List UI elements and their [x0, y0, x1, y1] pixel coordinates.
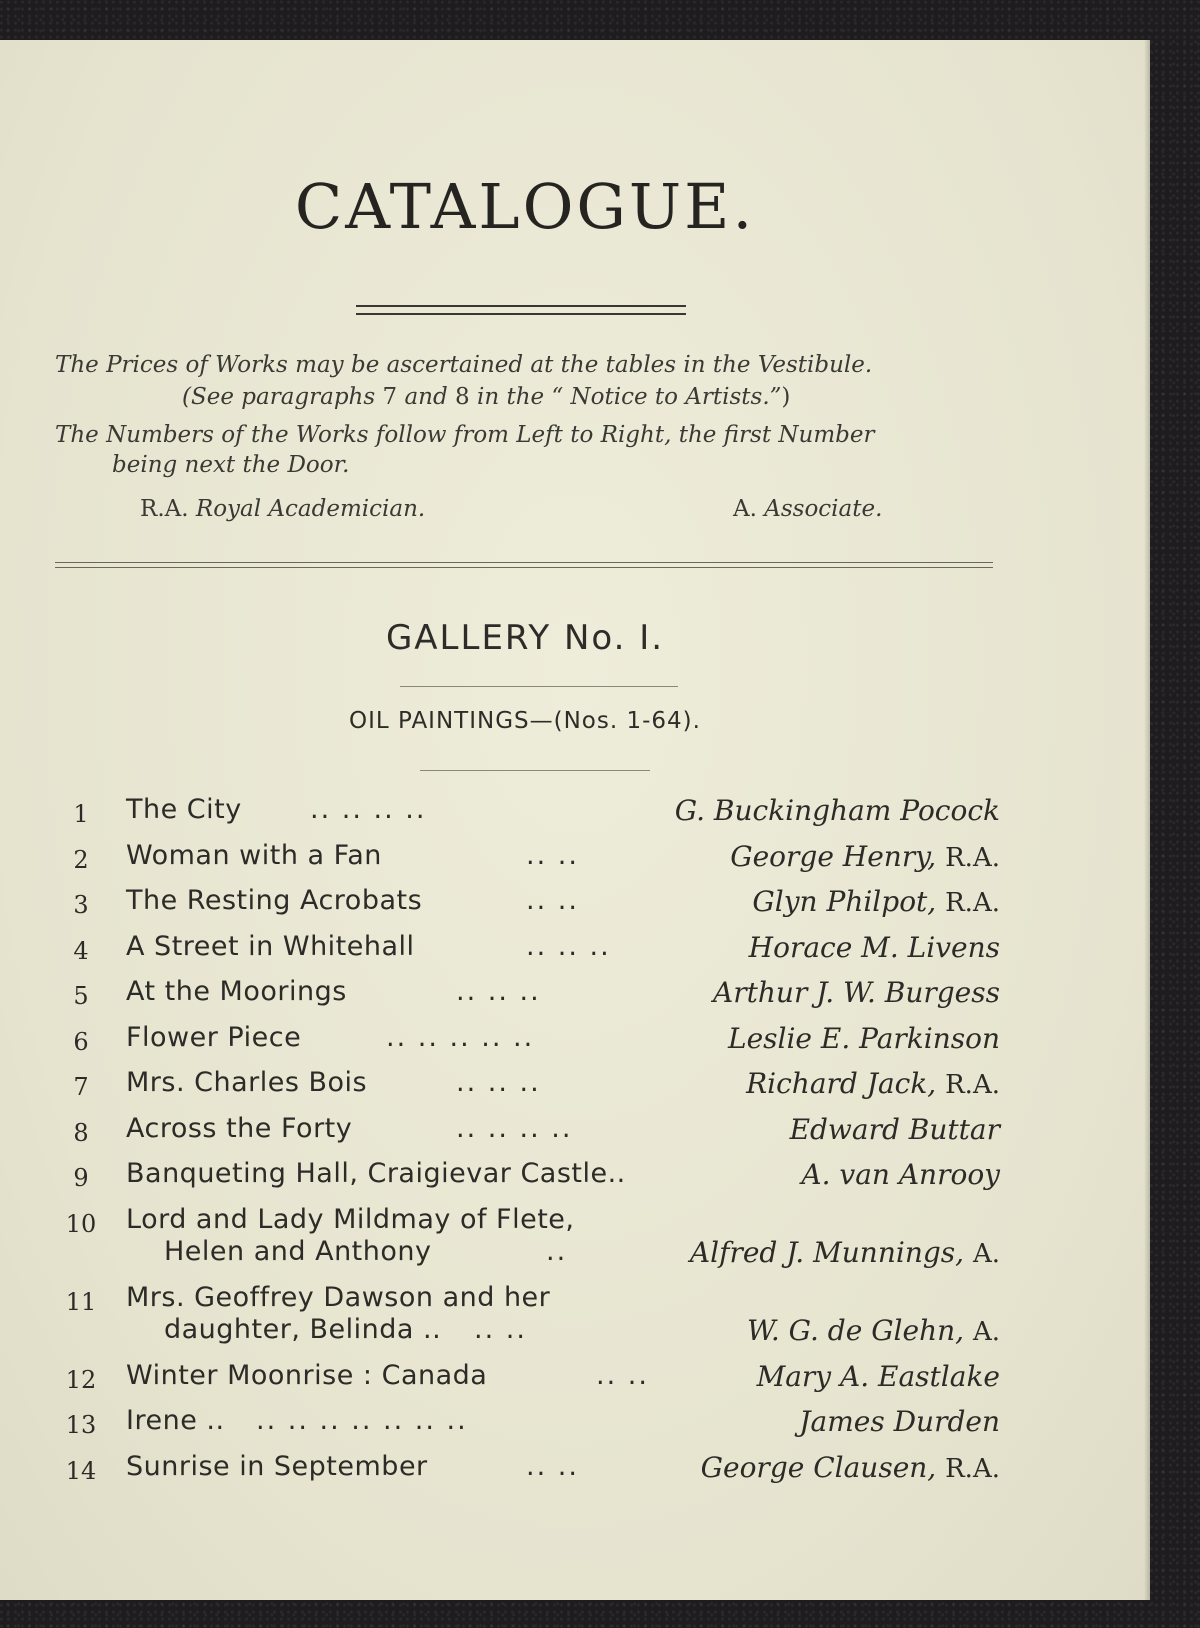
- entry-title: The City: [126, 794, 242, 825]
- catalogue-entry: [0, 1111, 1150, 1155]
- notice-num-7: 7: [382, 384, 398, 410]
- entry-number: 13: [65, 1411, 97, 1439]
- catalogue-entry: [0, 929, 1150, 973]
- entry-title-continued: Helen and Anthony: [164, 1236, 432, 1267]
- entry-number: 8: [73, 1119, 89, 1147]
- entry-artist-name: Leslie E. Parkinson: [727, 1022, 1000, 1055]
- entry-leader-dots: .. .. .. ..: [456, 1113, 573, 1144]
- entry-number: 6: [73, 1028, 89, 1056]
- notice-prices-line1: The Prices of Works may be ascertained at the tables in the Vestibule.: [55, 352, 873, 378]
- entry-title: Irene ..: [126, 1405, 225, 1436]
- legend-ra-abbr: R.A.: [140, 496, 189, 522]
- notice-quote: “ Notice to Artists.”: [551, 384, 782, 410]
- entry-artist-rank: R.A.: [945, 1454, 1000, 1484]
- entry-title-continued: daughter, Belinda ..: [164, 1314, 442, 1345]
- notice-and: and: [397, 384, 456, 410]
- entry-leader-dots: .. .. .. .. .. .. ..: [256, 1405, 468, 1436]
- notice-in-the: in the: [469, 384, 552, 410]
- entry-artist-name: Arthur J. W. Burgess: [713, 976, 1000, 1009]
- entry-artist: [747, 1314, 1000, 1347]
- section-divider: [420, 770, 650, 771]
- entry-artist: [752, 885, 1000, 918]
- notice-prices-line2: [182, 384, 790, 410]
- entry-artist: [757, 1360, 1000, 1393]
- entry-artist-name: Edward Buttar: [789, 1113, 1000, 1146]
- entry-artist: [675, 794, 1000, 827]
- entry-artist: [801, 1158, 1000, 1191]
- section-title: OIL PAINTINGS—(Nos. 1-64).: [349, 708, 701, 734]
- gallery-title: GALLERY No. I.: [385, 618, 665, 658]
- entry-title: The Resting Acrobats: [126, 885, 423, 916]
- catalogue-entry: [0, 1449, 1150, 1493]
- page-title: CATALOGUE.: [294, 170, 756, 243]
- entry-artist: [701, 1451, 1000, 1484]
- entry-leader-dots: .. ..: [526, 840, 579, 871]
- entry-leader-dots: .. .. .. .. ..: [386, 1022, 535, 1053]
- legend-a-abbr: A.: [733, 496, 757, 522]
- entry-number: 9: [73, 1164, 89, 1192]
- entry-title: At the Moorings: [126, 976, 347, 1007]
- entry-artist-name: George Henry,: [730, 840, 937, 873]
- entry-artist-name: Glyn Philpot,: [752, 885, 937, 918]
- entry-title: Sunrise in September: [126, 1451, 428, 1482]
- entry-artist: [690, 1236, 1000, 1269]
- entry-title: Flower Piece: [126, 1022, 302, 1053]
- notice-numbers-line2: being next the Door.: [112, 452, 350, 478]
- catalogue-entry: [0, 792, 1150, 836]
- catalogue-entry: [0, 974, 1150, 1018]
- catalogue-entry: [0, 1358, 1150, 1402]
- notice-divider: [55, 562, 993, 568]
- entry-title: Woman with a Fan: [126, 840, 382, 871]
- entry-artist: [746, 1067, 1000, 1100]
- catalogue-entry: [0, 1020, 1150, 1064]
- entry-number: 14: [65, 1457, 97, 1485]
- notice-paren-open: (See paragraphs: [182, 384, 383, 410]
- entry-artist-name: Horace M. Livens: [748, 931, 1000, 964]
- entry-title: Mrs. Geoffrey Dawson and her: [126, 1282, 551, 1313]
- entry-artist: [749, 931, 1000, 964]
- legend-a: [733, 496, 882, 522]
- legend-a-text: Associate.: [764, 496, 883, 522]
- entry-leader-dots: .. ..: [526, 885, 579, 916]
- notice-num-8: 8: [455, 384, 470, 410]
- entry-artist: [799, 1405, 1000, 1438]
- entry-artist-rank: R.A.: [945, 843, 1000, 873]
- entry-artist-name: George Clausen,: [700, 1451, 937, 1484]
- entry-number: 4: [73, 937, 89, 965]
- notice-paren-close: ): [781, 384, 791, 410]
- notice-numbers-line1: The Numbers of the Works follow from Left to Right, the first Number: [55, 422, 875, 448]
- entry-artist-name: Alfred J. Munnings,: [689, 1236, 965, 1269]
- catalogue-page: [0, 40, 1150, 1600]
- entry-number: 12: [65, 1366, 97, 1394]
- legend-ra-text: Royal Academician.: [195, 496, 426, 522]
- entry-artist-rank: R.A.: [945, 888, 1000, 918]
- catalogue-entry: [0, 1403, 1150, 1447]
- catalogue-entry: [0, 838, 1150, 882]
- catalogue-entry: [0, 1280, 1150, 1360]
- entry-artist-name: Mary A. Eastlake: [756, 1360, 1000, 1393]
- entry-artist: [728, 1022, 1000, 1055]
- entry-artist-name: Richard Jack,: [746, 1067, 937, 1100]
- entry-title: Banqueting Hall, Craigievar Castle..: [126, 1158, 626, 1189]
- entry-number: 7: [73, 1073, 89, 1101]
- entry-artist: [730, 840, 1000, 873]
- entry-title: Winter Moonrise : Canada: [126, 1360, 488, 1391]
- entry-artist-name: W. G. de Glehn,: [746, 1314, 965, 1347]
- entry-artist: [790, 1113, 1000, 1146]
- catalogue-entry: [0, 1156, 1150, 1200]
- entry-artist-rank: A.: [972, 1239, 1000, 1269]
- gallery-divider: [400, 686, 678, 687]
- entry-number: 3: [73, 891, 89, 919]
- entry-leader-dots: ..: [546, 1236, 568, 1267]
- entry-artist-name: A. van Anrooy: [801, 1158, 1000, 1191]
- entry-number: 10: [65, 1210, 97, 1238]
- legend-ra: [140, 496, 425, 522]
- entry-title: A Street in Whitehall: [126, 931, 415, 962]
- entry-number: 5: [73, 982, 89, 1010]
- entry-leader-dots: .. ..: [474, 1314, 527, 1345]
- catalogue-entry: [0, 1065, 1150, 1109]
- entry-leader-dots: .. ..: [596, 1360, 649, 1391]
- catalogue-entry: [0, 1202, 1150, 1282]
- entry-number: 1: [73, 800, 89, 828]
- catalogue-entry: [0, 883, 1150, 927]
- entry-leader-dots: .. ..: [526, 1451, 579, 1482]
- entry-leader-dots: .. .. ..: [456, 1067, 541, 1098]
- entry-leader-dots: .. .. ..: [456, 976, 541, 1007]
- entry-artist-rank: R.A.: [945, 1070, 1000, 1100]
- entry-number: 11: [65, 1288, 97, 1316]
- entry-artist: [713, 976, 1000, 1009]
- entry-artist-rank: A.: [972, 1317, 1000, 1347]
- entry-artist-name: G. Buckingham Pocock: [674, 794, 1000, 827]
- entry-leader-dots: .. .. .. ..: [310, 794, 427, 825]
- entry-title: Across the Forty: [126, 1113, 353, 1144]
- entry-number: 2: [73, 846, 89, 874]
- entry-title: Lord and Lady Mildmay of Flete,: [126, 1204, 575, 1235]
- entry-leader-dots: .. .. ..: [526, 931, 611, 962]
- entry-artist-name: James Durden: [799, 1405, 1000, 1438]
- entry-title: Mrs. Charles Bois: [126, 1067, 368, 1098]
- title-underline: [356, 305, 686, 315]
